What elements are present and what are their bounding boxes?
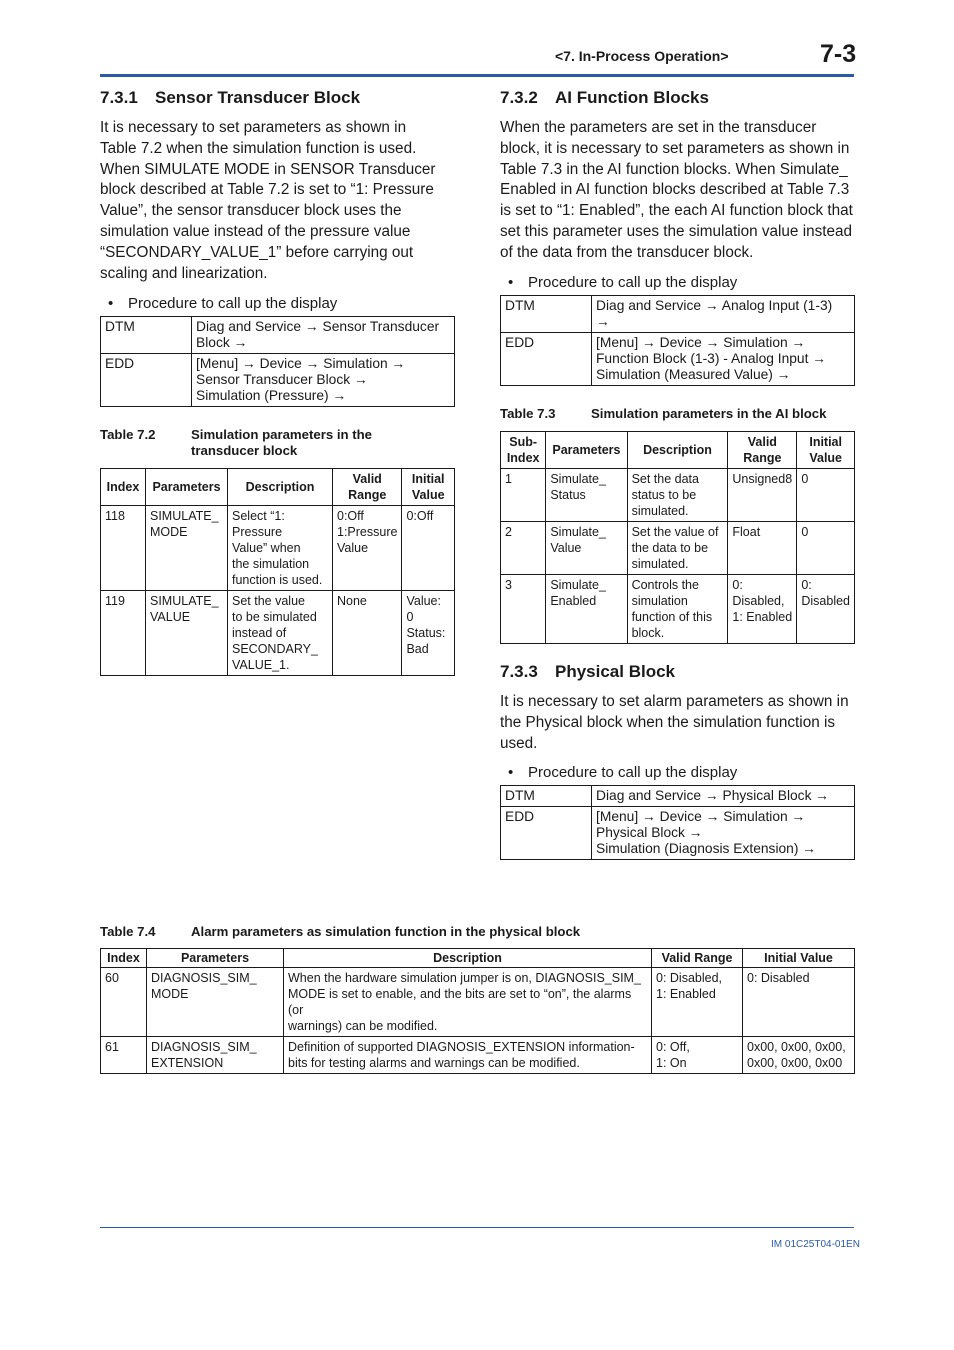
section-7-3-3-heading (500, 662, 675, 682)
proc-path (192, 354, 455, 407)
column-header: Description (284, 949, 652, 968)
proc-path (592, 807, 855, 860)
table-row (501, 807, 855, 860)
column-header: Description (627, 432, 728, 469)
column-header: Parameters (546, 432, 627, 469)
path-line: Simulation (Measured Value) → (596, 367, 791, 382)
path-line: Physical Block → (596, 825, 703, 840)
footer-rule (100, 1227, 854, 1228)
caption-title (191, 427, 372, 459)
path-line: [Menu] → Device → Simulation → (596, 809, 806, 824)
body-line: simulation value instead of the pressure value (100, 222, 411, 240)
column-header: Valid Range (728, 432, 797, 469)
column-header: Initial Value (797, 432, 855, 469)
table-7-4 (100, 948, 855, 1074)
column-header: Valid Range (652, 949, 743, 968)
table-cell: 61 (101, 1037, 147, 1074)
caption-title: Simulation parameters in the AI block (591, 406, 827, 421)
chapter-header: <7. In-Process Operation> (555, 48, 729, 64)
column-header: Parameters (147, 949, 284, 968)
procedure-table-physical (500, 785, 855, 860)
caption-title: Alarm parameters as simulation function in the physical block (191, 924, 581, 939)
body-line: set this parameter uses the simulation value instead (500, 222, 853, 240)
body-line: Enabled in AI function blocks described at Table 7.3 (500, 181, 850, 199)
body-line: It is necessary to set parameters as shown in (100, 119, 407, 136)
table-row (501, 522, 855, 575)
table-row (101, 317, 455, 354)
table-cell: Simulate_ Enabled (546, 575, 627, 644)
table-cell: 0: Disabled (797, 575, 855, 644)
bullet-dot: • (108, 295, 114, 312)
table-cell: Set the value of the data to be simulated. (627, 522, 728, 575)
table-cell: None (333, 591, 402, 676)
proc-label: EDD (101, 354, 192, 407)
proc-label: DTM (501, 786, 592, 807)
table-cell: Definition of supported DIAGNOSIS_EXTENSION information- bits for testing alarms and warnings can be modified. (284, 1037, 652, 1074)
column-header: Sub-Index (501, 432, 546, 469)
section-7-3-3-body (500, 692, 849, 754)
body-line: When the parameters are set in the transducer (500, 119, 817, 136)
table-cell: 0: Disabled, 1: Enabled (652, 968, 743, 1037)
table-cell: Select “1: Pressure Value” when the simulation function is used. (228, 506, 333, 591)
section-number: 7.3.1 (100, 88, 138, 107)
section-number: 7.3.3 (500, 662, 538, 681)
column-header: Description (228, 469, 333, 506)
document-id: IM 01C25T04-01EN (771, 1239, 860, 1250)
table-row (101, 506, 455, 591)
section-7-3-2-heading (500, 88, 709, 108)
table-cell: 119 (101, 591, 146, 676)
table-cell: Simulate_ Status (546, 469, 627, 522)
bullet-text: Procedure to call up the display (528, 764, 738, 781)
table-cell: 0: Disabled (743, 968, 855, 1037)
path-line: → (596, 314, 610, 329)
body-line: of the data from the transducer block. (500, 243, 754, 261)
procedure-table-sensor (100, 316, 455, 407)
table-cell: 0:Off 1:Pressure Value (333, 506, 402, 591)
procedure-bullet (500, 764, 737, 781)
caption-line: Simulation parameters in the (191, 427, 373, 442)
column-header: Initial Value (402, 469, 455, 506)
proc-path (592, 296, 855, 333)
table-cell: SIMULATE_ MODE (146, 506, 228, 591)
procedure-bullet (500, 274, 737, 291)
caption-label: Table 7.4 (100, 924, 156, 939)
body-line: block described at Table 7.2 is set to “1: Pressure (100, 181, 434, 199)
table-header-row (501, 432, 855, 469)
procedure-bullet (100, 295, 337, 312)
table-7-4-caption (100, 924, 854, 942)
body-line: used. (500, 734, 538, 752)
table-row (501, 575, 855, 644)
table-cell: Value: 0 Status: Bad (402, 591, 455, 676)
section-number: 7.3.2 (500, 88, 538, 107)
table-row (501, 786, 855, 807)
table-cell: 3 (501, 575, 546, 644)
table-cell: 0:Off (402, 506, 455, 591)
proc-path (592, 786, 855, 807)
bullet-dot: • (508, 274, 514, 291)
path-line: Diag and Service → Analog Input (1-3) (596, 298, 833, 313)
table-7-2 (100, 468, 455, 676)
page-number: 7-3 (820, 40, 857, 68)
path-line: [Menu] → Device → Simulation → (196, 356, 406, 371)
path-line: Simulation (Pressure) → (196, 388, 347, 403)
table-header-row (101, 469, 455, 506)
table-7-2-caption (100, 427, 454, 461)
path-line: [Menu] → Device → Simulation → (596, 335, 806, 350)
proc-label: DTM (501, 296, 592, 333)
body-line: the Physical block when the simulation function is (500, 713, 836, 731)
table-cell: 0: Disabled, 1: Enabled (728, 575, 797, 644)
table-cell: Unsigned8 (728, 469, 797, 522)
proc-label: EDD (501, 333, 592, 386)
proc-label: EDD (501, 807, 592, 860)
table-row (501, 333, 855, 386)
body-line: “SECONDARY_VALUE_1” before carrying out (100, 243, 414, 261)
table-cell: 0 (797, 522, 855, 575)
bullet-text: Procedure to call up the display (128, 295, 338, 312)
table-row (101, 968, 855, 1037)
path-line: Simulation (Diagnosis Extension) → (596, 841, 817, 856)
bullet-text: Procedure to call up the display (528, 274, 738, 291)
body-line: When SIMULATE MODE in SENSOR Transducer (100, 160, 436, 178)
path-line: Function Block (1-3) - Analog Input → (596, 351, 827, 366)
bullet-dot: • (508, 764, 514, 781)
table-cell: 0: Off, 1: On (652, 1037, 743, 1074)
proc-path (592, 333, 855, 386)
path-line: Sensor Transducer Block → (196, 372, 368, 387)
table-cell: Set the value to be simulated instead of SECONDARY_ VALUE_1. (228, 591, 333, 676)
column-header: Index (101, 949, 147, 968)
column-header: Valid Range (333, 469, 402, 506)
body-line: It is necessary to set alarm parameters as shown in (500, 693, 849, 710)
caption-label: Table 7.2 (100, 427, 156, 442)
proc-label: DTM (101, 317, 192, 354)
path-line: Diag and Service → Physical Block → (596, 788, 830, 803)
table-header-row (101, 949, 855, 968)
section-7-3-1-body (100, 118, 436, 284)
body-line: block, it is necessary to set parameters as shown in (500, 139, 850, 157)
body-line: Value”, the sensor transducer block uses the (100, 202, 402, 220)
column-header: Index (101, 469, 146, 506)
table-row (101, 1037, 855, 1074)
path-line: Diag and Service → Sensor Transducer (196, 319, 440, 334)
body-line: Table 7.2 when the simulation function is used. (100, 139, 417, 157)
section-7-3-2-body (500, 118, 853, 264)
table-row (101, 354, 455, 407)
column-header: Initial Value (743, 949, 855, 968)
table-cell: DIAGNOSIS_SIM_ EXTENSION (147, 1037, 284, 1074)
table-cell: 1 (501, 469, 546, 522)
table-cell: SIMULATE_ VALUE (146, 591, 228, 676)
section-title: Sensor Transducer Block (155, 88, 361, 107)
procedure-table-ai (500, 295, 855, 386)
body-line: scaling and linearization. (100, 264, 268, 282)
table-row (101, 591, 455, 676)
table-cell: Set the data status to be simulated. (627, 469, 728, 522)
caption-line: transducer block (191, 443, 298, 458)
table-cell: 0 (797, 469, 855, 522)
table-row (501, 296, 855, 333)
table-cell: DIAGNOSIS_SIM_ MODE (147, 968, 284, 1037)
table-cell: When the hardware simulation jumper is on, DIAGNOSIS_SIM_ MODE is set to enable, and the bits are set to “on”, the alarms (or warnings) can be modified. (284, 968, 652, 1037)
section-title: AI Function Blocks (555, 88, 709, 107)
body-line: Table 7.3 in the AI function blocks. When Simulate_ (500, 160, 848, 178)
table-cell: 2 (501, 522, 546, 575)
section-title: Physical Block (555, 662, 676, 681)
proc-path (192, 317, 455, 354)
table-cell: Controls the simulation function of this block. (627, 575, 728, 644)
table-cell: 0x00, 0x00, 0x00, 0x00, 0x00, 0x00 (743, 1037, 855, 1074)
caption-label: Table 7.3 (500, 406, 556, 421)
header-rule (100, 74, 854, 77)
body-line: is set to “1: Enabled”, the each AI function block that (500, 202, 853, 220)
table-cell: 60 (101, 968, 147, 1037)
section-7-3-1-heading (100, 88, 360, 108)
table-cell: 118 (101, 506, 146, 591)
table-7-3 (500, 431, 855, 644)
table-row (501, 469, 855, 522)
table-cell: Simulate_ Value (546, 522, 627, 575)
table-cell: Float (728, 522, 797, 575)
column-header: Parameters (146, 469, 228, 506)
table-7-3-caption (500, 406, 854, 424)
path-line: Block → (196, 335, 248, 350)
